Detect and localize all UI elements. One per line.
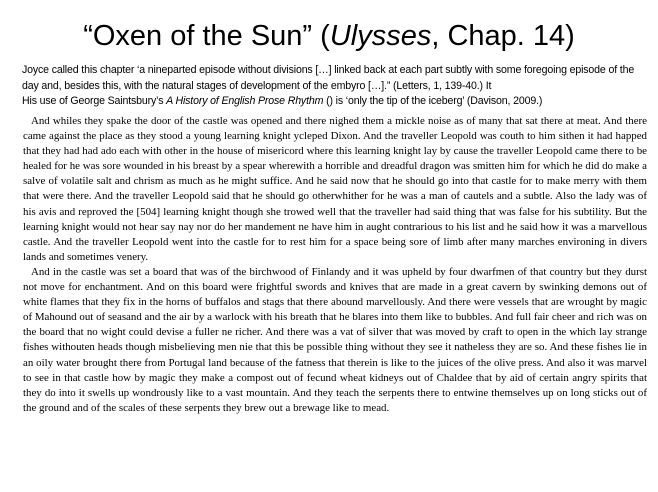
- intro-line-2-prefix: His use of George Saintsbury’s: [22, 95, 167, 107]
- intro-line-2-book: A History of English Prose Rhythm: [166, 95, 324, 107]
- excerpt-paragraph-1: And whiles they spake the door of the castle was opened and there nighed them a mickle noise as of many that sat there at meat. And there came against the place as they stood a young learning knight ycleped Dixon. And the traveller Leopold was couth to him sithen it had happed that they had had ado each with other in the house of misericord where this learning knight lay by cause the traveller Leopold came there to be healed for he was sore wounded in his breast by a spear wherewith a horrible and dreadful dragon was smitten him for which he did do make a salve of volatile salt and chrism as much as he might suffice. And he said now that he should go into that castle for to make merry with them that were there. And the traveller Leopold said that he should go otherwhither for he was a man of cautels and a subtle. Also the lady was of his avis and reproved the [504] learning knight though she trowed well that the traveller had said thing that was false for his subtility. But the learning knight would not hear say nay nor do her mandement ne have him in aught contrarious to his list and he said how it was a marvellous castle. And the traveller Leopold went into the castle for to rest him for a space being sore of limb after many marches environing in divers lands and sometimes venery.: [23, 115, 647, 263]
- slide-title: [0, 18, 658, 54]
- intro-line-1: Joyce called this chapter ‘a nineparted episode without divisions […] linked back at each part subtly with some foregoing episode of the day and, besides this, with the natural stages of development of the embyro […].” (Letters, 1, 139-40.) It: [22, 64, 635, 92]
- title-prefix: “Oxen of the Sun” (: [83, 20, 330, 52]
- title-book: Ulysses: [329, 20, 432, 52]
- intro-line-2-suffix: () is ‘only the tip of the iceberg’ (Davison, 2009.): [323, 95, 543, 107]
- title-suffix: , Chap. 14): [431, 20, 575, 52]
- novel-excerpt: [23, 114, 647, 416]
- excerpt-paragraph-2: And in the castle was set a board that was of the birchwood of Finlandy and it was upheld by four dwarfmen of that country but they durst not move for enchantment. And on this board were frightful swords and knives that are made in a great cavern by swinking demons out of white flames that they fix in the horns of buffalos and stags that there abound marvellously. And there were vessels that are wrought by magic of Mahound out of seasand and the air by a warlock with his breath that he blares into them like to bubbles. And full fair cheer and rich was on the board that no wight could devise a fuller ne richer. And there was a vat of silver that was moved by craft to open in the which lay strange fishes withouten heads though misbelieving men nie that this be possible thing without they see it natheless they are so. And these fishes lie in an oily water brought there from Portugal land because of the fatness that therein is like to the juices of the olive press. And also it was marvel to see in that castle how by magic they make a compost out of fecund wheat kidneys out of Chaldee that by aid of certain angry spirits that they do into it swells up wondrously like to a vast mountain. And they teach the serpents there to entwine themselves up on long sticks out of the ground and of the scales of these serpents they brew out a brewage like to mead.: [23, 265, 647, 414]
- intro-text: [22, 63, 647, 110]
